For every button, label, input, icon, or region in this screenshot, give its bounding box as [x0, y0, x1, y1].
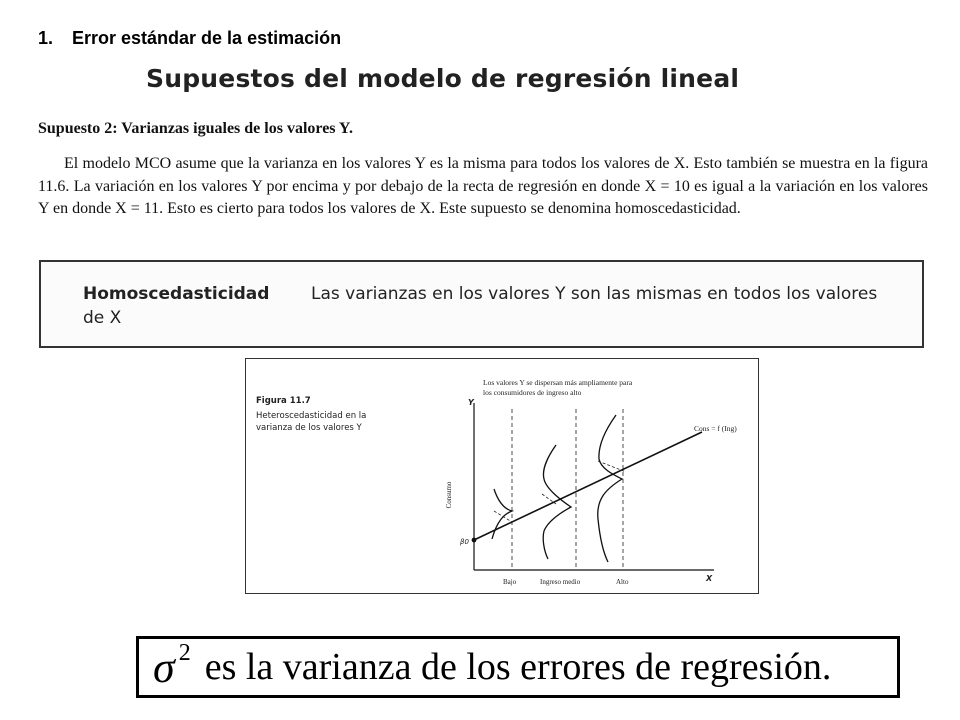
distribution-curve-low: [492, 489, 512, 539]
y-axis-label: Consumo: [445, 481, 453, 509]
figure-caption: Heteroscedasticidad en la varianza de los valores Y: [256, 411, 367, 433]
regression-line-label: Cons = f (Ing): [694, 424, 737, 433]
distribution-curve-medium: [543, 445, 571, 559]
regression-line: [474, 432, 702, 540]
heading-number: 1.: [38, 28, 54, 48]
category-medium: Ingreso medio: [540, 578, 581, 586]
figure-box: [245, 358, 759, 594]
category-high: Alto: [616, 578, 629, 586]
annotation-line-1: Los valores Y se dispersan más ampliamente para: [483, 378, 633, 387]
definition-term: Homoscedasticidad: [83, 284, 270, 304]
figure-number: Figura 11.7: [256, 396, 311, 406]
slide-heading: [38, 28, 341, 49]
intercept-point: [472, 538, 477, 543]
definition-content: [83, 282, 883, 330]
x-axis-letter: X: [706, 574, 713, 583]
category-low: Bajo: [503, 578, 517, 586]
sigma-symbol: σ: [153, 642, 175, 692]
body-paragraph: [38, 153, 928, 221]
sigma-exponent: 2: [178, 639, 191, 666]
formula-box: [136, 636, 900, 698]
annotation-line-2: los consumidores de ingreso alto: [483, 388, 582, 397]
heading-text: Error estándar de la estimación: [72, 28, 342, 48]
definition-text: Las varianzas en los valores Y son las mismas en todos los valores de X: [83, 284, 878, 328]
distribution-curve-high: [598, 415, 622, 562]
paragraph-text: El modelo MCO asume que la varianza en los valores Y es la misma para todos los valores de X. Esto también se muestra en la figura 11.6. La variación en los valores Y por encima y por debajo de la recta de regresión en donde X = 10 es igual a la variación en los valores Y en donde X = 11. Esto es cierto para todos los valores de X. Este supuesto se denomina homoscedasticidad.: [38, 155, 928, 217]
heteroscedasticity-diagram: [246, 359, 758, 593]
main-title: Supuestos del modelo de regresión lineal: [146, 64, 740, 93]
formula-text: es la varianza de los errores de regresión.: [204, 646, 832, 688]
intercept-label: β0: [460, 538, 469, 546]
section-title: Supuesto 2: Varianzas iguales de los valores Y.: [38, 120, 354, 137]
definition-box: [39, 260, 924, 348]
y-axis-letter: Y: [468, 398, 474, 407]
